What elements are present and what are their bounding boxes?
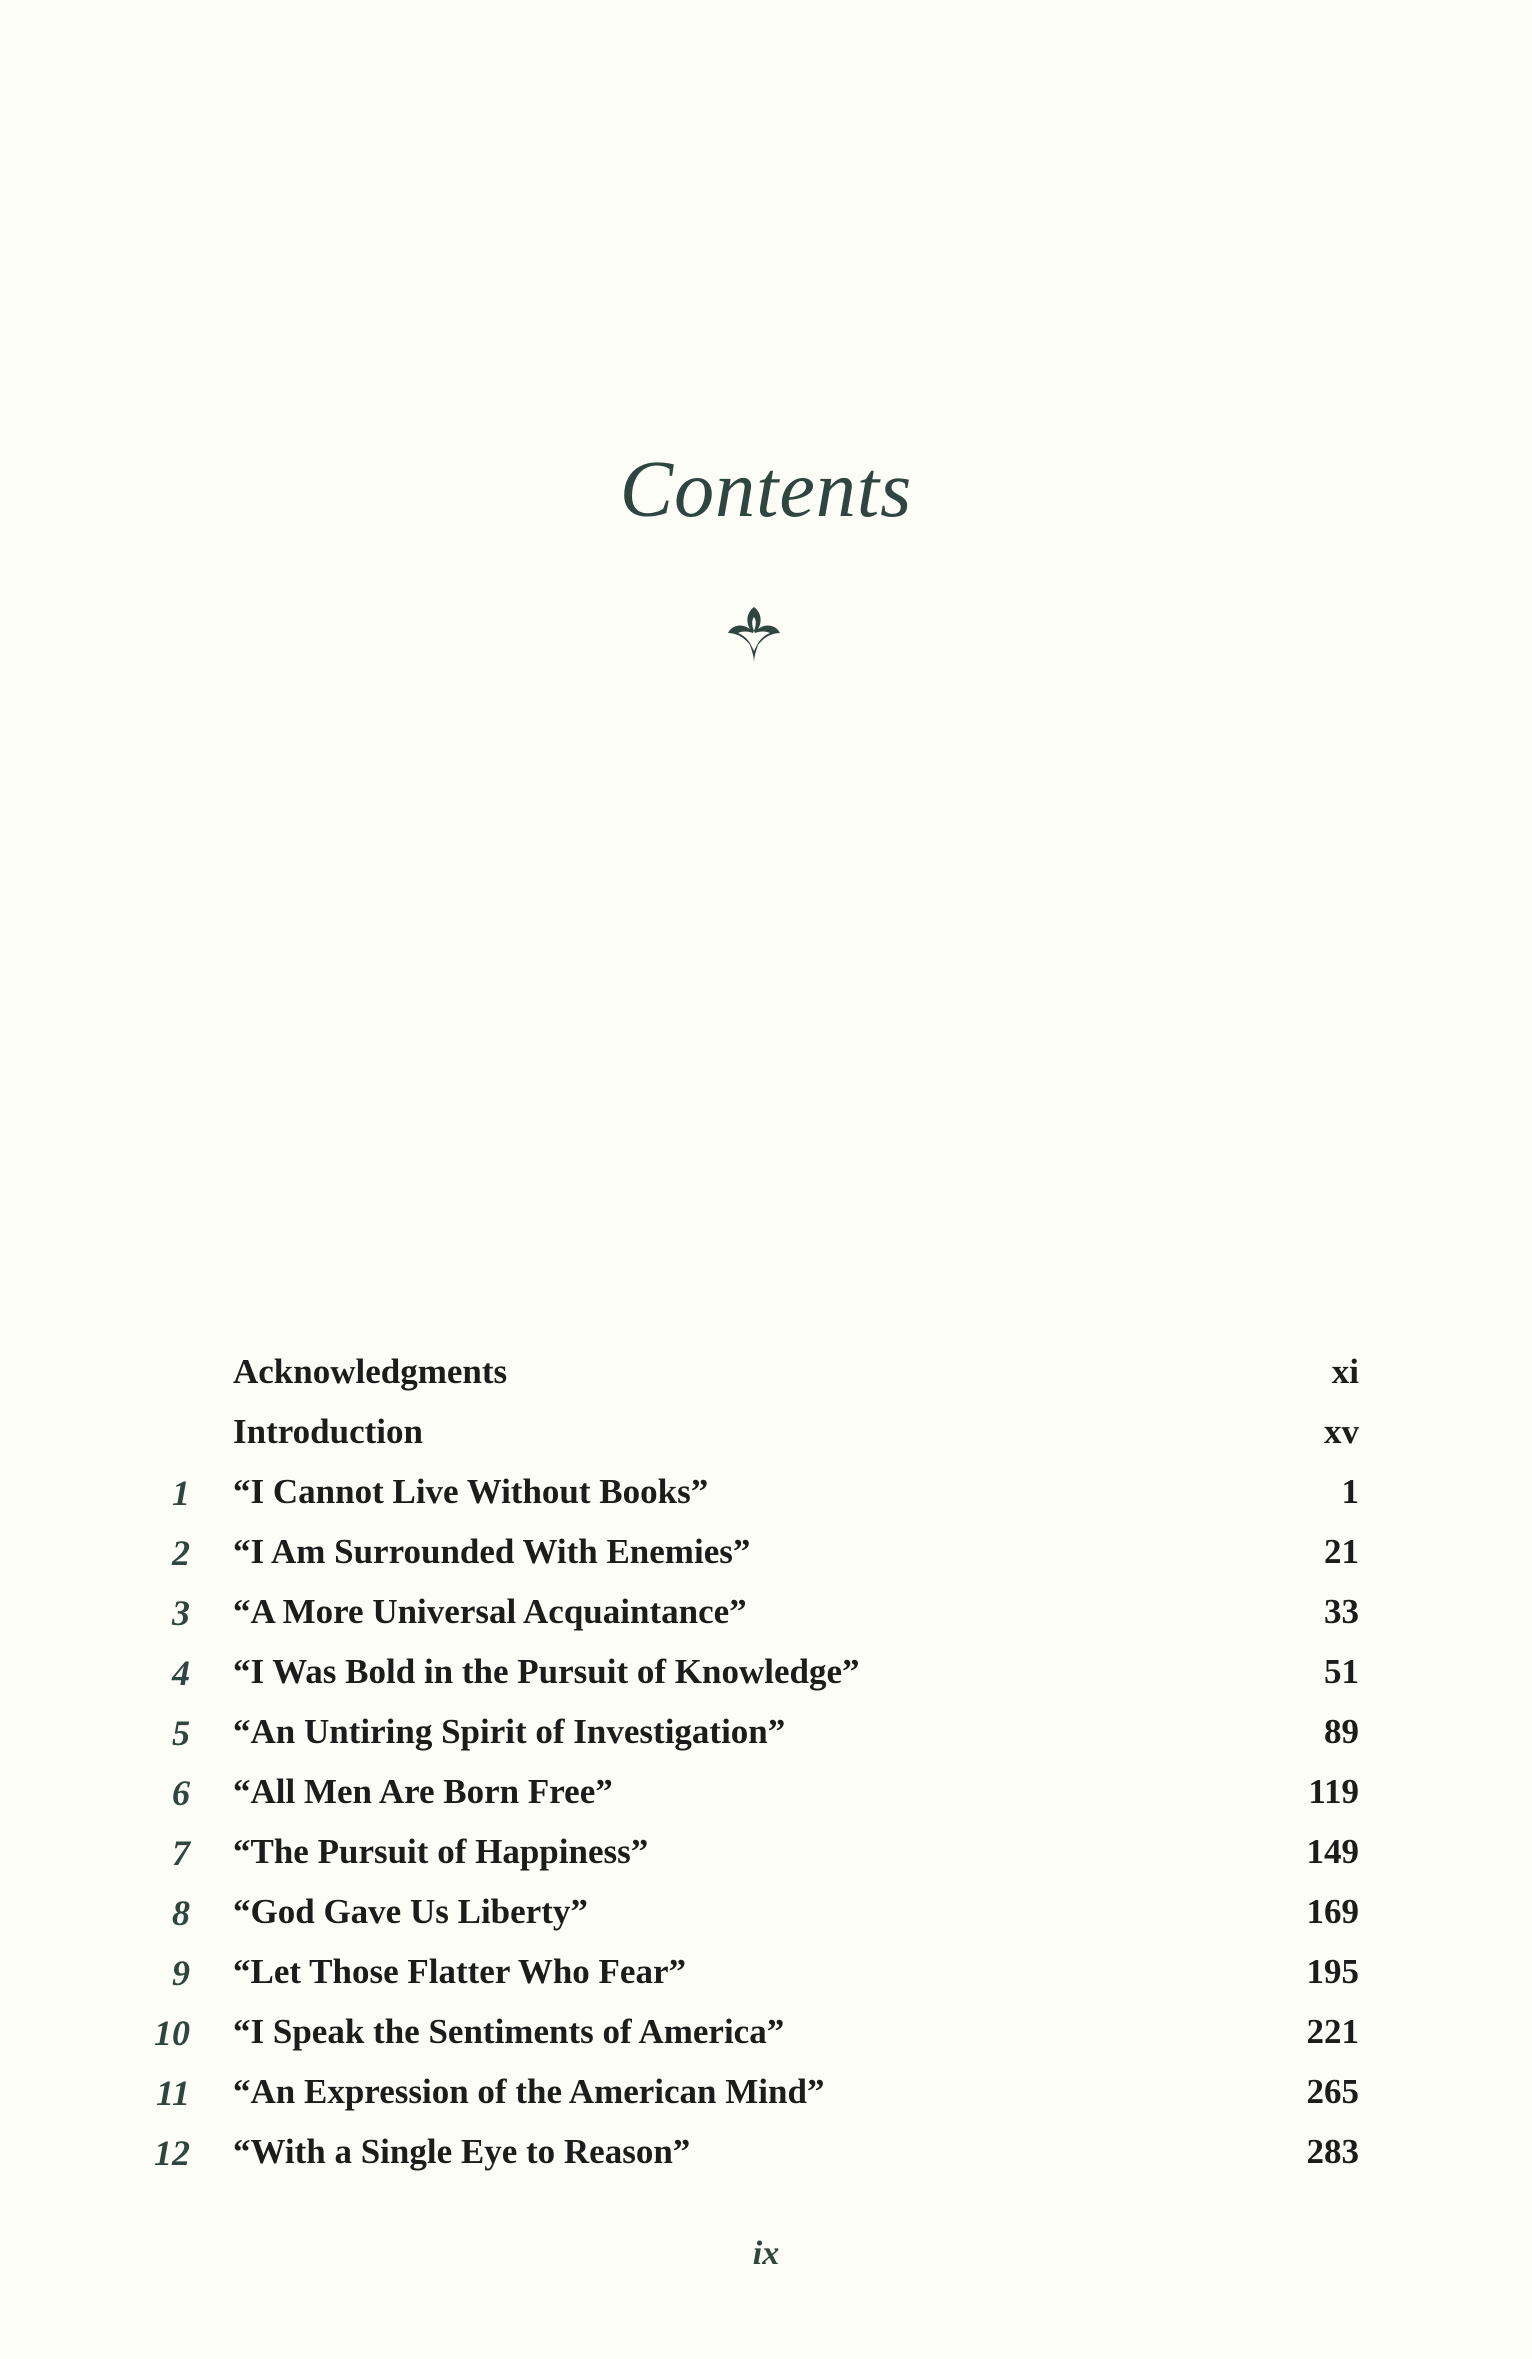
toc-entry[interactable] bbox=[0, 1412, 1532, 1472]
chapter-number: 1 bbox=[172, 1473, 190, 1513]
page-reference: 221 bbox=[1306, 2012, 1359, 2051]
chapter-title: “I Cannot Live Without Books” bbox=[233, 1472, 709, 1511]
toc-entry[interactable] bbox=[0, 1712, 1532, 1772]
page-title: Contents bbox=[619, 446, 913, 534]
page-reference: 119 bbox=[1308, 1772, 1359, 1811]
chapter-title: “All Men Are Born Free” bbox=[233, 1772, 613, 1811]
chapter-number: 6 bbox=[172, 1773, 190, 1813]
page-reference: 265 bbox=[1306, 2072, 1359, 2111]
toc-entry[interactable] bbox=[0, 1592, 1532, 1652]
chapter-number: 10 bbox=[154, 2013, 190, 2053]
chapter-title: “I Was Bold in the Pursuit of Knowledge” bbox=[233, 1652, 860, 1691]
chapter-number: 2 bbox=[172, 1533, 190, 1573]
chapter-title: “The Pursuit of Happiness” bbox=[233, 1832, 649, 1871]
page-number: ix bbox=[752, 2235, 780, 2272]
page-reference: 195 bbox=[1306, 1952, 1359, 1991]
chapter-number: 3 bbox=[172, 1593, 190, 1633]
chapter-title: Introduction bbox=[233, 1412, 423, 1451]
toc-entry[interactable] bbox=[0, 1952, 1532, 2012]
toc-entry[interactable] bbox=[0, 1892, 1532, 1952]
page-reference: 21 bbox=[1324, 1532, 1359, 1571]
toc-entry[interactable] bbox=[0, 1352, 1532, 1412]
chapter-title: “I Speak the Sentiments of America” bbox=[233, 2012, 785, 2051]
page-reference: 149 bbox=[1306, 1832, 1359, 1871]
toc-entry[interactable] bbox=[0, 2012, 1532, 2072]
toc-entry[interactable] bbox=[0, 2072, 1532, 2132]
chapter-number: 12 bbox=[154, 2133, 190, 2173]
chapter-number: 4 bbox=[172, 1653, 190, 1693]
page-reference: 51 bbox=[1324, 1652, 1359, 1691]
chapter-number: 5 bbox=[172, 1713, 190, 1753]
toc-entry[interactable] bbox=[0, 1472, 1532, 1532]
chapter-title: “I Am Surrounded With Enemies” bbox=[233, 1532, 751, 1571]
page-reference: 89 bbox=[1324, 1712, 1359, 1751]
chapter-title: “Let Those Flatter Who Fear” bbox=[233, 1952, 687, 1991]
page-reference: 1 bbox=[1341, 1472, 1359, 1511]
chapter-number: 11 bbox=[155, 2073, 190, 2113]
toc-entry[interactable] bbox=[0, 1652, 1532, 1712]
page-reference: 283 bbox=[1306, 2132, 1359, 2171]
fleuron-icon bbox=[726, 603, 782, 665]
page-reference: xi bbox=[1331, 1352, 1359, 1391]
page-reference: 169 bbox=[1306, 1892, 1359, 1931]
page-reference: 33 bbox=[1324, 1592, 1359, 1631]
chapter-title: “With a Single Eye to Reason” bbox=[233, 2132, 691, 2171]
chapter-number: 8 bbox=[172, 1893, 190, 1933]
toc-entry[interactable] bbox=[0, 1532, 1532, 1592]
chapter-title: “A More Universal Acquaintance” bbox=[233, 1592, 747, 1631]
page-reference: xv bbox=[1324, 1412, 1359, 1451]
toc-entry[interactable] bbox=[0, 1832, 1532, 1892]
chapter-number: 9 bbox=[172, 1953, 190, 1993]
chapter-number: 7 bbox=[172, 1833, 190, 1873]
chapter-title: “An Untiring Spirit of Investigation” bbox=[233, 1712, 786, 1751]
toc-entry[interactable] bbox=[0, 1772, 1532, 1832]
toc-entry[interactable] bbox=[0, 2132, 1532, 2192]
chapter-title: “An Expression of the American Mind” bbox=[233, 2072, 825, 2111]
chapter-title: “God Gave Us Liberty” bbox=[233, 1892, 588, 1931]
chapter-title: Acknowledgments bbox=[233, 1352, 508, 1391]
